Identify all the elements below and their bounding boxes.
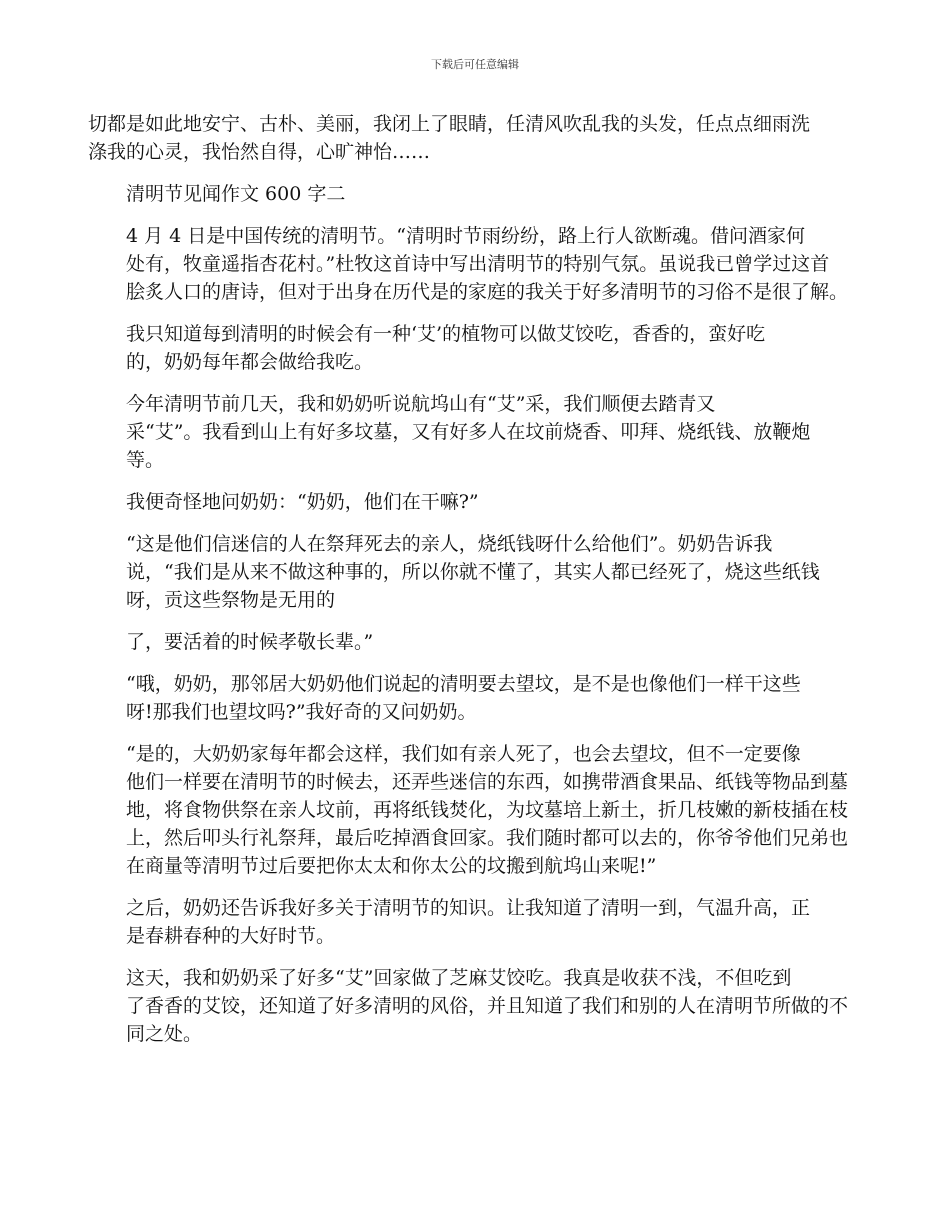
text-line: “是的，大奶奶家每年都会这样，我们如有亲人死了，也会去望坟，但不一定要像 — [126, 743, 801, 765]
paragraph — [88, 320, 868, 376]
paragraph — [88, 964, 868, 1048]
text-line: 4 月 4 日是中国传统的清明节。“清明时节雨纷纷，路上行人欲断魂。借问酒家何 — [126, 225, 806, 247]
text-line: 采“艾”。我看到山上有好多坟墓，又有好多人在坟前烧香、叩拜、烧纸钱、放鞭炮 — [126, 421, 811, 443]
section-heading — [88, 180, 868, 208]
text-line: 的，奶奶每年都会做给我吃。 — [126, 351, 374, 373]
paragraph — [88, 222, 868, 306]
text-line: 呀，贡这些祭物是无用的 — [126, 589, 336, 611]
text-line: 了香香的艾饺，还知道了好多清明的风俗，并且知道了我们和别的人在清明节所做的不 — [126, 995, 849, 1017]
text-line: 脍炙人口的唐诗，但对于出身在历代是的家庭的我关于好多清明节的习俗不是很了解。 — [126, 281, 849, 303]
text-line: “哦，奶奶，那邻居大奶奶他们说起的清明要去望坟，是不是也像他们一样干这些 — [126, 673, 801, 695]
paragraph — [88, 740, 868, 880]
text-line: 之后，奶奶还告诉我好多关于清明节的知识。让我知道了清明一到，气温升高，正 — [126, 897, 811, 919]
paragraph — [88, 894, 868, 950]
text-line: 同之处。 — [126, 1023, 203, 1045]
text-line: 切都是如此地安宁、古朴、美丽，我闭上了眼睛，任清风吹乱我的头发，任点点细雨洗 — [88, 113, 811, 135]
text-line: 这天，我和奶奶采了好多“艾”回家做了芝麻艾饺吃。我真是收获不浅，不但吃到 — [126, 967, 792, 989]
paragraph — [88, 530, 868, 614]
text-line: 了，要活着的时候孝敬长辈。” — [126, 631, 374, 653]
paragraph — [88, 670, 868, 726]
text-line: 在商量等清明节过后要把你太太和你太公的坟搬到航坞山来呢!” — [126, 855, 657, 877]
text-line: 清明节见闻作文 600 字二 — [126, 183, 346, 205]
page-header: 下载后可任意编辑 — [431, 58, 519, 71]
text-line: 我只知道每到清明的时候会有一种‘艾’的植物可以做艾饺吃，香香的，蛮好吃 — [126, 323, 766, 345]
text-line: 说，“我们是从来不做这种事的，所以你就不懂了，其实人都已经死了，烧这些纸钱 — [126, 561, 820, 583]
text-line: “这是他们信迷信的人在祭拜死去的亲人，烧纸钱呀什么给他们”。奶奶告诉我 — [126, 533, 773, 555]
text-line: 处有，牧童遥指杏花村。”杜牧这首诗中写出清明节的特别气氛。虽说我已曾学过这首 — [126, 253, 830, 275]
text-line: 他们一样要在清明节的时候去，还弄些迷信的东西，如携带酒食果品、纸钱等物品到墓 — [126, 771, 849, 793]
text-line: 地，将食物供祭在亲人坟前，再将纸钱焚化，为坟墓培上新土，折几枝嫩的新枝插在枝 — [126, 799, 849, 821]
text-line: 呀!那我们也望坟吗?”我好奇的又问奶奶。 — [126, 701, 477, 723]
document-body — [88, 110, 868, 1062]
paragraph — [88, 628, 868, 656]
text-line: 我便奇怪地问奶奶：“奶奶，他们在干嘛?” — [126, 491, 479, 513]
paragraph — [88, 390, 868, 474]
text-line: 是春耕春种的大好时节。 — [126, 925, 336, 947]
text-line: 上，然后叩头行礼祭拜，最后吃掉酒食回家。我们随时都可以去的，你爷爷他们兄弟也 — [126, 827, 849, 849]
text-line: 今年清明节前几天，我和奶奶听说航坞山有“艾”采，我们顺便去踏青又 — [126, 393, 716, 415]
paragraph — [88, 488, 868, 516]
paragraph — [88, 110, 868, 166]
text-line: 涤我的心灵，我怡然自得，心旷神怡…… — [88, 141, 431, 163]
text-line: 等。 — [126, 449, 165, 471]
